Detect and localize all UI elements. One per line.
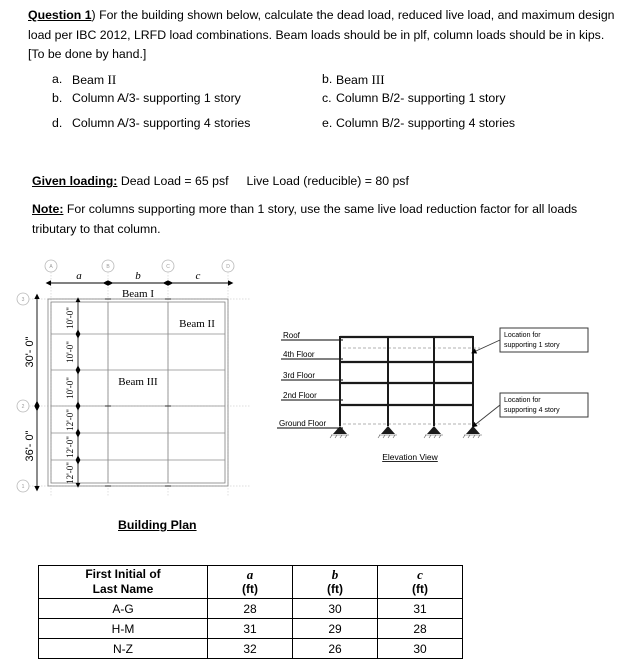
subquestion-text: Column B/2- supporting 1 story [336,91,506,105]
bay-dim-upper-2: 10'-0" [65,341,75,363]
dimension-table [38,565,463,659]
grid-bubble-label-B: B [106,264,110,270]
bay-dim-upper-3: 10'-0" [65,377,75,399]
drawings-area [0,252,640,490]
elevation-view-drawing [277,328,588,462]
elevation-callout-1 [476,328,588,352]
elevation-level-ground: Ground Floor [279,419,327,428]
subquestion-marker: b. [322,72,333,86]
elevation-view-caption: Elevation View [382,452,438,462]
grid-bubble-label-D: D [226,264,230,270]
subquestion-item-e [322,116,602,130]
table-row [39,599,463,619]
note-label: Note: [32,202,64,216]
span-label-a: a [76,270,82,282]
grid-bubble-label-1: 1 [21,484,25,490]
bay-dim-lower-3: 12'-0" [65,462,75,484]
plan-interior-girders [108,302,168,483]
plan-grid-lines-horizontal [29,299,250,486]
grid-bubble-label-A: A [49,264,53,270]
building-plan-drawing [17,260,250,497]
subquestion-text: Beam II [72,72,117,87]
row-value-a: 31 [208,619,293,639]
header-dim-a: a (ft) [208,566,293,599]
beam-label-1: Beam I [121,288,155,300]
grid-bubble-label-3: 3 [21,297,25,303]
row-name: H-M [39,619,208,639]
subquestion-item-b1 [322,72,602,88]
note-block [32,200,612,239]
row-value-b: 30 [293,599,378,619]
callout-1-line-2: supporting 1 story [504,342,560,349]
row-value-c: 28 [378,619,463,639]
table-row [39,619,463,639]
subquestion-item-b2 [52,91,322,105]
subquestion-item-c [322,91,602,105]
live-load-value: Live Load (reducible) = 80 psf [246,174,409,188]
row-value-a: 28 [208,599,293,619]
plan-interior-beams [51,334,225,460]
bay-dim-lower-1: 12'-0" [65,409,75,431]
subquestion-marker: e. [322,116,333,130]
subquestion-marker: d. [52,116,63,130]
row-name: A-G [39,599,208,619]
question-paragraph [28,6,620,65]
subquestion-row [52,91,622,105]
subquestion-list [52,72,622,133]
question-label-suffix: ) [91,8,96,22]
subquestion-marker: a. [52,72,63,86]
row-value-b: 26 [293,639,378,659]
elevation-base-supports [330,426,482,438]
bay-dim-lower-2: 12'-0" [65,436,75,458]
subquestion-text: Column A/3- supporting 1 story [72,91,241,105]
header-first-initial: First Initial of Last Name [39,566,208,599]
subquestion-marker: c. [322,91,332,105]
elevation-level-3rd: 3rd Floor [283,371,316,380]
elevation-callout-2 [476,393,588,424]
table-row [39,639,463,659]
overall-dim-30: 30'- 0" [24,336,36,368]
subquestion-item-d [52,116,322,130]
row-value-a: 32 [208,639,293,659]
bay-dim-upper-1: 10'-0" [65,307,75,329]
elevation-datum-lines [343,348,480,424]
grid-bubble-label-2: 2 [21,404,25,410]
subquestion-marker: b. [52,91,63,105]
span-label-b: b [135,270,141,282]
question-body: For the building shown below, calculate the dead load, reduced live load, and maximum design load per IBC 2012, LRFD load combinations. Beam loads should be in plf, column loads should be in kips. [To be done by hand.] [28,8,615,61]
grid-bubble-label-C: C [166,264,170,270]
dead-load-value: Dead Load = 65 psf [120,174,229,188]
elevation-columns [340,336,473,426]
roman-numeral: III [371,72,385,87]
header-dim-b: b (ft) [293,566,378,599]
beam-label-2: Beam II [179,318,215,330]
given-loading [32,174,622,188]
question-label: Question 1 [28,8,92,22]
row-name: N-Z [39,639,208,659]
subquestion-row [52,72,622,88]
overall-dim-36: 36'- 0" [24,430,36,462]
elevation-beams [340,337,473,405]
subquestion-text: Column A/3- supporting 4 stories [72,116,251,130]
row-value-c: 30 [378,639,463,659]
subquestion-text: Column B/2- supporting 4 stories [336,116,516,130]
beam-label-3: Beam III [118,376,158,388]
callout-2-line-1: Location for [504,397,541,404]
row-value-c: 31 [378,599,463,619]
subquestion-item-a [52,72,322,88]
given-loading-label: Given loading: [32,174,118,188]
subquestion-text: Beam III [336,72,385,87]
question-prose [28,6,620,65]
header-dim-c: c (ft) [378,566,463,599]
elevation-level-roof: Roof [283,331,300,340]
row-value-b: 29 [293,619,378,639]
note-text: For columns supporting more than 1 story, use the same live load reduction factor for all loads tributary to that column. [32,202,578,236]
roman-numeral: II [107,72,117,87]
elevation-level-2nd: 2nd Floor [283,391,317,400]
callout-1-line-1: Location for [504,332,541,339]
building-plan-caption: Building Plan [118,518,197,532]
span-label-c: c [195,270,201,282]
subquestion-row [52,116,622,130]
callout-2-line-2: supporting 4 story [504,407,560,414]
plan-column-marks [105,299,171,486]
elevation-level-4th: 4th Floor [283,350,315,359]
table-header-row [39,566,463,599]
